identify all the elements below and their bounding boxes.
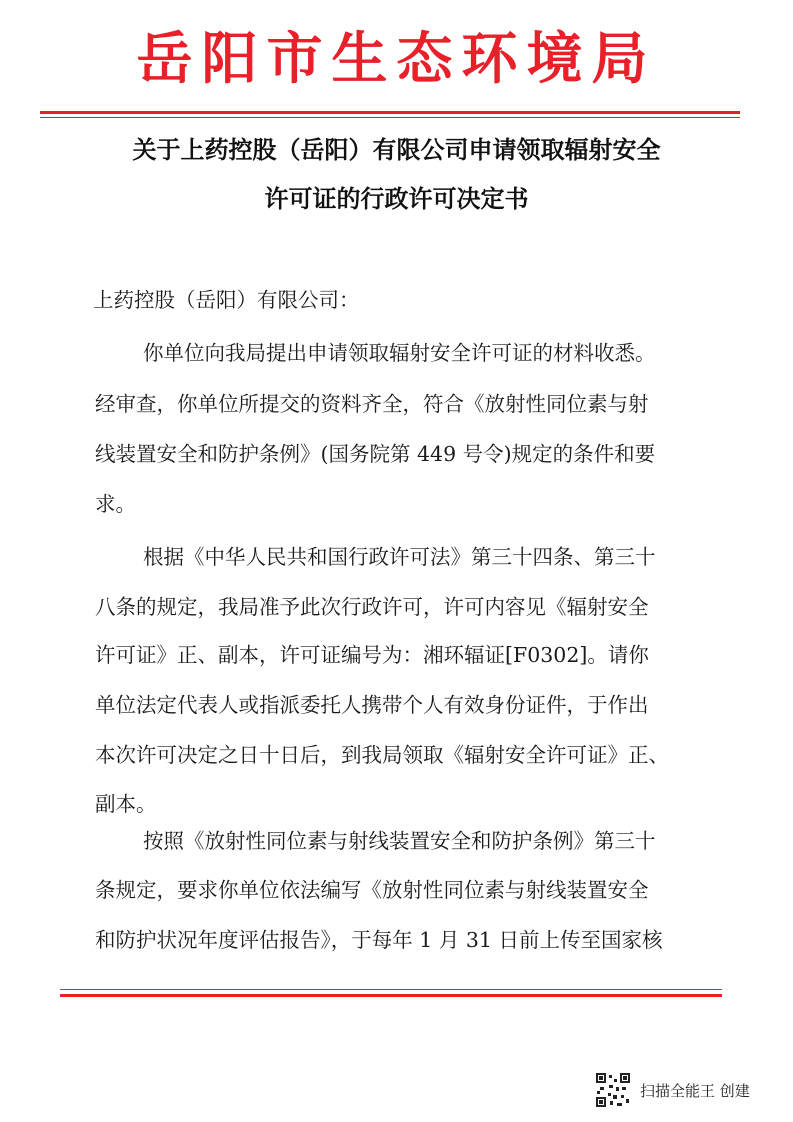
body-line: 按照《放射性同位素与射线装置安全和防护条例》第三十 [143, 829, 656, 853]
letterhead-title: 岳阳市生态环境局 [136, 27, 657, 92]
body-line: 本次许可决定之日十日后，到我局领取《辐射安全许可证》正、 [95, 743, 669, 767]
letterhead-rule-thick [40, 111, 740, 114]
body-line: 求。 [95, 492, 136, 516]
document-title-line-1: 关于上药控股（岳阳）有限公司申请领取辐射安全 [132, 136, 661, 164]
scanner-watermark-text: 扫描全能王 创建 [640, 1081, 750, 1100]
footer-rule-thick [60, 994, 722, 997]
body-line: 你单位向我局提出申请领取辐射安全许可证的材料收悉。 [143, 341, 656, 365]
body-line: 根据《中华人民共和国行政许可法》第三十四条、第三十 [143, 545, 656, 569]
body-line: 副本。 [95, 792, 157, 816]
salutation: 上药控股（岳阳）有限公司： [93, 288, 360, 312]
scanner-watermark [596, 1070, 750, 1110]
document-title-line-2: 许可证的行政许可决定书 [264, 185, 529, 213]
footer-rule-thin [60, 989, 722, 990]
body-line: 经审查，你单位所提交的资料齐全，符合《放射性同位素与射 [95, 392, 649, 416]
body-line: 线装置安全和防护条例》(国务院第 449 号令)规定的条件和要 [95, 442, 656, 466]
body-line: 和防护状况年度评估报告》，于每年 1 月 31 日前上传至国家核 [95, 928, 663, 952]
body-line: 八条的规定，我局准予此次行政许可，许可内容见《辐射安全 [95, 595, 649, 619]
body-line: 条规定，要求你单位依法编写《放射性同位素与射线装置安全 [95, 878, 649, 902]
qr-code-icon [596, 1073, 630, 1107]
body-line: 许可证》正、副本，许可证编号为：湘环辐证[F0302]。请你 [95, 643, 649, 667]
letterhead-rule-thin [40, 117, 740, 118]
body-line: 单位法定代表人或指派委托人携带个人有效身份证件，于作出 [95, 693, 649, 717]
